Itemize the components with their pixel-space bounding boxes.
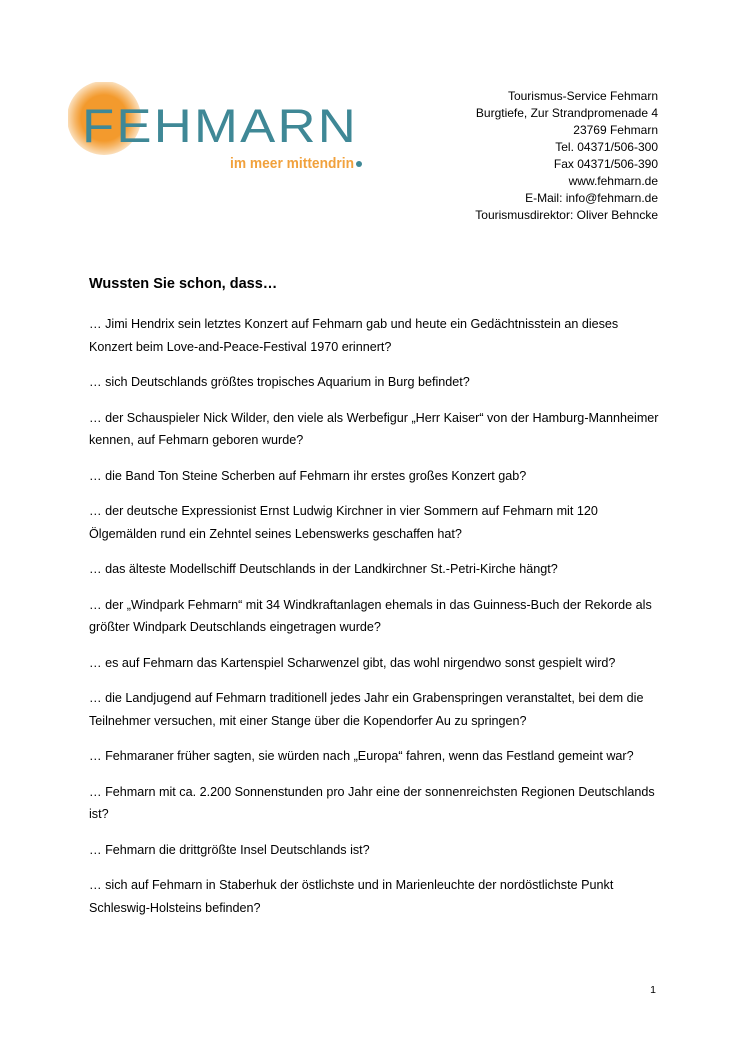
address-line-city: 23769 Fehmarn: [573, 123, 658, 137]
fact-item: … die Landjugend auf Fehmarn traditionell jedes Jahr ein Grabenspringen veranstaltet, bei dem die Teilnehmer versuchen, mit einer Stange über die Kopendorfer Au zu springen?: [89, 691, 644, 728]
address-line-fax: Fax 04371/506-390: [553, 157, 658, 171]
fact-item: … es auf Fehmarn das Kartenspiel Scharwenzel gibt, das wohl nirgendwo sonst gespielt wird?: [89, 655, 616, 670]
logo-wordmark: FEHMARN: [82, 99, 358, 152]
address-line-website: www.fehmarn.de: [568, 174, 658, 188]
address-line-director: Tourismusdirektor: Oliver Behncke: [475, 208, 658, 222]
fehmarn-logo-graphic: [68, 82, 378, 182]
fact-item: … der „Windpark Fehmarn“ mit 34 Windkraftanlagen ehemals in das Guinness-Buch der Rekorde als größter Windpark Deutschlands eingetragen wurde?: [89, 597, 652, 634]
fact-item: … Jimi Hendrix sein letztes Konzert auf Fehmarn gab und heute ein Gedächtnisstein an dieses Konzert beim Love-and-Peace-Festival 1970 erinnert?: [89, 317, 619, 354]
address-line-phone: Tel. 04371/506-300: [555, 140, 658, 154]
fact-item: … das älteste Modellschiff Deutschlands in der Landkirchner St.-Petri-Kirche hängt?: [89, 562, 558, 576]
address-line-organization: Tourismus-Service Fehmarn: [507, 89, 658, 103]
fact-item: … die Band Ton Steine Scherben auf Fehmarn ihr erstes großes Konzert gab?: [89, 468, 527, 483]
fehmarn-logo: [68, 82, 378, 182]
fact-item: … Fehmarn die drittgrößte Insel Deutschlands ist?: [89, 842, 370, 857]
page-number: 1: [650, 984, 656, 996]
logo-tagline: im meer mittendrin: [230, 156, 354, 172]
address-line-email: E-Mail: info@fehmarn.de: [525, 191, 658, 205]
page-heading: Wussten Sie schon, dass…: [89, 276, 278, 292]
fact-item: … der Schauspieler Nick Wilder, den viele als Werbefigur „Herr Kaiser“ von der Hamburg-Mannheimer kennen, auf Fehmarn geboren wurde?: [89, 410, 659, 447]
fact-item: … sich auf Fehmarn in Staberhuk der östlichste und in Marienleuchte der nordöstlichste Punkt Schleswig-Holsteins befinden?: [89, 878, 614, 915]
logo-dot: [356, 161, 362, 167]
fact-item: … sich Deutschlands größtes tropisches Aquarium in Burg befindet?: [89, 375, 470, 389]
address-block: [475, 88, 658, 224]
fact-item: … Fehmaraner früher sagten, sie würden nach „Europa“ fahren, wenn das Festland gemeint war?: [89, 749, 634, 763]
fact-item: … Fehmarn mit ca. 2.200 Sonnenstunden pro Jahr eine der sonnenreichsten Regionen Deutschlands ist?: [89, 784, 655, 821]
address-line-street: Burgtiefe, Zur Strandpromenade 4: [475, 106, 658, 120]
fact-item: … der deutsche Expressionist Ernst Ludwig Kirchner in vier Sommern auf Fehmarn mit 120 Ölgemälden rund ein Zehntel seines Lebenswerks geschaffen hat?: [89, 504, 598, 541]
facts-list: [89, 313, 664, 932]
